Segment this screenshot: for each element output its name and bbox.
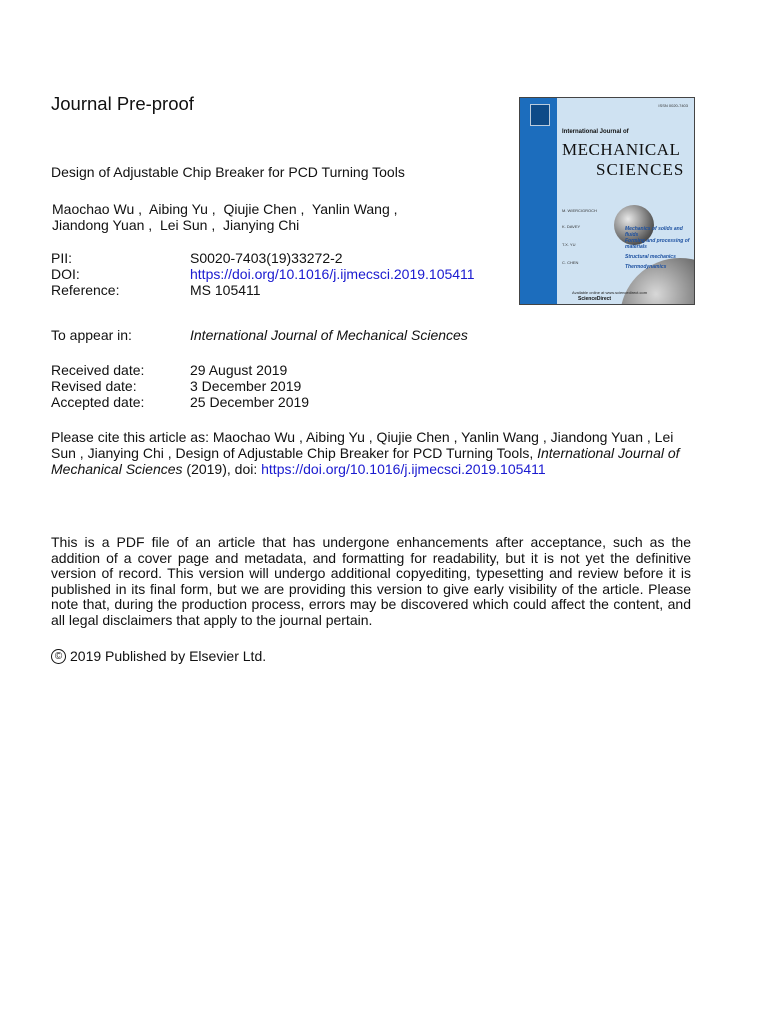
- revised-label: Revised date:: [51, 378, 137, 394]
- citation-prefix: Please cite this article as: Maochao Wu , Aibing Yu , Qiujie Chen , Yanlin Wang , Jiandong Yuan , Lei Sun , Jianying Chi , Design of Adjustable Chip Breaker for PCD Turning Tools,: [51, 429, 674, 461]
- citation-journal: International Journal of Mechanical Sciences: [51, 445, 680, 477]
- cover-editor-1: M. WIERCIGROCH: [562, 208, 597, 213]
- cover-topic-4: Thermodynamics: [625, 264, 667, 270]
- cover-topic-2: Forming and processing of materials: [625, 238, 690, 250]
- cover-stripe: [520, 98, 557, 304]
- cover-editor-4: C. CHEN: [562, 260, 579, 265]
- authors: [52, 201, 398, 233]
- reference-value: MS 105411: [190, 282, 261, 298]
- copyright-icon: ©: [51, 649, 66, 664]
- journal-cover-image: [519, 97, 695, 305]
- to-appear-journal: International Journal of Mechanical Sciences: [190, 327, 468, 343]
- authors-line-2: Jiandong Yuan , Lei Sun , Jianying Chi: [52, 217, 300, 233]
- pii-label: PII:: [51, 250, 73, 266]
- doi-label: DOI:: [51, 266, 80, 282]
- copyright-text: 2019 Published by Elsevier Ltd.: [70, 648, 267, 664]
- citation-doi-link[interactable]: https://doi.org/10.1016/j.ijmecsci.2019.105411: [261, 461, 546, 477]
- citation-middle: (2019), doi:: [182, 461, 262, 477]
- cover-issn: ISSN 0020-7403: [658, 103, 688, 108]
- to-appear-label: To appear in:: [51, 327, 132, 343]
- cover-topic-1: Mechanics of solids and fluids: [625, 226, 683, 238]
- cover-topic-3: Structural mechanics: [625, 254, 676, 260]
- cover-publisher-note: Available online at www.sciencedirect.com: [572, 290, 648, 295]
- cover-word-sciences: SCIENCES: [596, 160, 685, 179]
- journal-pre-proof-heading: Journal Pre-proof: [51, 93, 194, 114]
- pre-proof-notice: This is a PDF file of an article that has undergone enhancements after acceptance, such as the addition of a cover page and metadata, and formatting for readability, but it is not yet the definitive version of record. This version will undergo additional copyediting, typesetting and review before it is published in its final form, but we are providing this version to give early visibility of the article. Please note that, during the production process, errors may be discovered which could affect the content, and all legal disclaimers that apply to the journal pertain.: [51, 534, 691, 628]
- article-title: Design of Adjustable Chip Breaker for PCD Turning Tools: [51, 164, 405, 180]
- cover-editor-2: K. DAVEY: [562, 224, 581, 229]
- accepted-date: 25 December 2019: [190, 394, 310, 410]
- cover-editor-3: T.X. YU: [562, 242, 576, 247]
- citation-paragraph: [51, 429, 691, 477]
- copyright-line: [51, 648, 266, 664]
- elsevier-logo-icon: [530, 104, 550, 126]
- accepted-label: Accepted date:: [51, 394, 145, 410]
- received-date: 29 August 2019: [190, 362, 288, 378]
- cover-journal-prefix: International Journal of: [562, 129, 629, 135]
- doi-link[interactable]: https://doi.org/10.1016/j.ijmecsci.2019.105411: [190, 266, 475, 282]
- pii-value: S0020-7403(19)33272-2: [190, 250, 343, 266]
- received-label: Received date:: [51, 362, 145, 378]
- cover-word-mechanical: MECHANICAL: [562, 140, 681, 159]
- authors-line-1: Maochao Wu , Aibing Yu , Qiujie Chen , Yanlin Wang ,: [52, 201, 398, 217]
- reference-label: Reference:: [51, 282, 120, 298]
- revised-date: 3 December 2019: [190, 378, 302, 394]
- cover-sciencedirect: ScienceDirect: [578, 296, 612, 302]
